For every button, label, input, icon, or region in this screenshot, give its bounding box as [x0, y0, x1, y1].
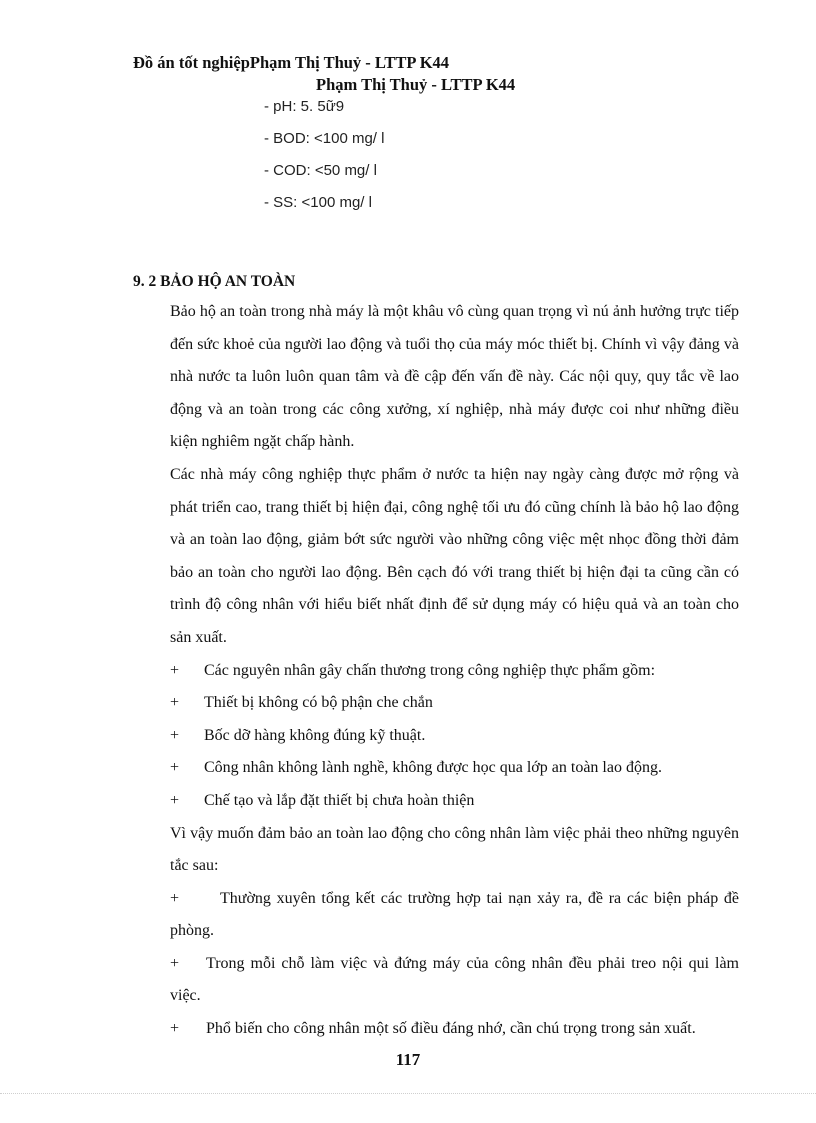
list-item	[170, 785, 739, 818]
spec-cod: - COD: <50 mg/ l	[264, 162, 377, 179]
bullet-mark: +	[170, 791, 180, 809]
section-body	[170, 296, 739, 1046]
list-item-text: Công nhân không lành nghề, không được học qua lớp an toàn lao động.	[204, 759, 662, 777]
rule-item	[170, 1013, 739, 1046]
bullet-mark: +	[170, 889, 180, 907]
rule-item	[170, 883, 739, 948]
list-item-text: Thiết bị không có bộ phận che chắn	[204, 694, 433, 712]
bullet-mark: +	[170, 954, 180, 972]
bullet-mark: +	[170, 694, 180, 712]
list-item-text: Chế tạo và lắp đặt thiết bị chưa hoàn thiện	[204, 791, 475, 809]
spec-ph: - pH: 5. 5ữ9	[264, 98, 345, 115]
paragraph-3: Vì vậy muốn đảm bảo an toàn lao động cho công nhân làm việc phải theo những nguyên tắc sau:	[170, 824, 739, 875]
list-item	[170, 752, 739, 785]
rule-item-text: Phổ biến cho công nhân một số điều đáng nhớ, cần chú trọng trong sản xuất.	[206, 1020, 696, 1038]
section-heading: 9. 2 BẢO HỘ AN TOÀN	[133, 273, 296, 290]
bullet-mark: +	[170, 1020, 180, 1038]
bullet-mark: +	[170, 759, 180, 777]
list-item	[170, 720, 739, 753]
list-item	[170, 687, 739, 720]
list-item-text: Các nguyên nhân gây chấn thương trong công nghiệp thực phẩm gồm:	[204, 661, 656, 679]
bullet-mark: +	[170, 661, 180, 679]
rule-item-text: Thường xuyên tổng kết các trường hợp tai nạn xảy ra, đề ra các biện pháp đề phòng.	[170, 889, 739, 940]
paragraph-1: Bảo hộ an toàn trong nhà máy là một khâu vô cùng quan trọng vì nú ảnh hưởng trực tiếp đến sức khoẻ của người lao động và tuổi thọ của máy móc thiết bị. Chính vì vậy đảng và nhà nước ta luôn luôn quan tâm và đề cập đến vấn đề này. Các nội quy, quy tắc về lao động và an toàn trong các công xưởng, xí nghiệp, nhà máy được coi như những điều kiện nghiêm ngặt chấp hành.	[170, 303, 739, 451]
header-line-1: Đồ án tốt nghiệpPhạm Thị Thuỷ - LTTP K44	[133, 53, 450, 72]
header-line-2: Phạm Thị Thuỷ - LTTP K44	[316, 75, 516, 94]
page-divider	[0, 1093, 816, 1094]
bullet-mark: +	[170, 726, 180, 744]
list-item	[170, 655, 739, 688]
paragraph-2: Các nhà máy công nghiệp thực phẩm ở nước ta hiện nay ngày càng được mở rộng và phát triển cao, trang thiết bị hiện đại, công nghệ tối ưu đó cũng chính là bảo hộ lao động và an toàn lao động, giảm bớt sức người vào những công việc mệt nhọc đồng thời đảm bảo an toàn cho người lao động. Bên cạch đó với trang thiết bị hiện đại ta cũng cần có trình độ công nhân với hiểu biết nhất định để sử dụng máy có hiệu quả và an toàn cho sản xuất.	[170, 465, 739, 646]
spec-ss: - SS: <100 mg/ l	[264, 194, 372, 211]
rule-item	[170, 948, 739, 1013]
rule-item-text: Trong mỗi chỗ làm việc và đứng máy của công nhân đều phải treo nội qui làm việc.	[170, 954, 739, 1005]
list-item-text: Bốc dỡ hàng không đúng kỹ thuật.	[204, 726, 426, 744]
spec-bod: - BOD: <100 mg/ l	[264, 130, 385, 147]
page-number: 117	[395, 1050, 421, 1069]
